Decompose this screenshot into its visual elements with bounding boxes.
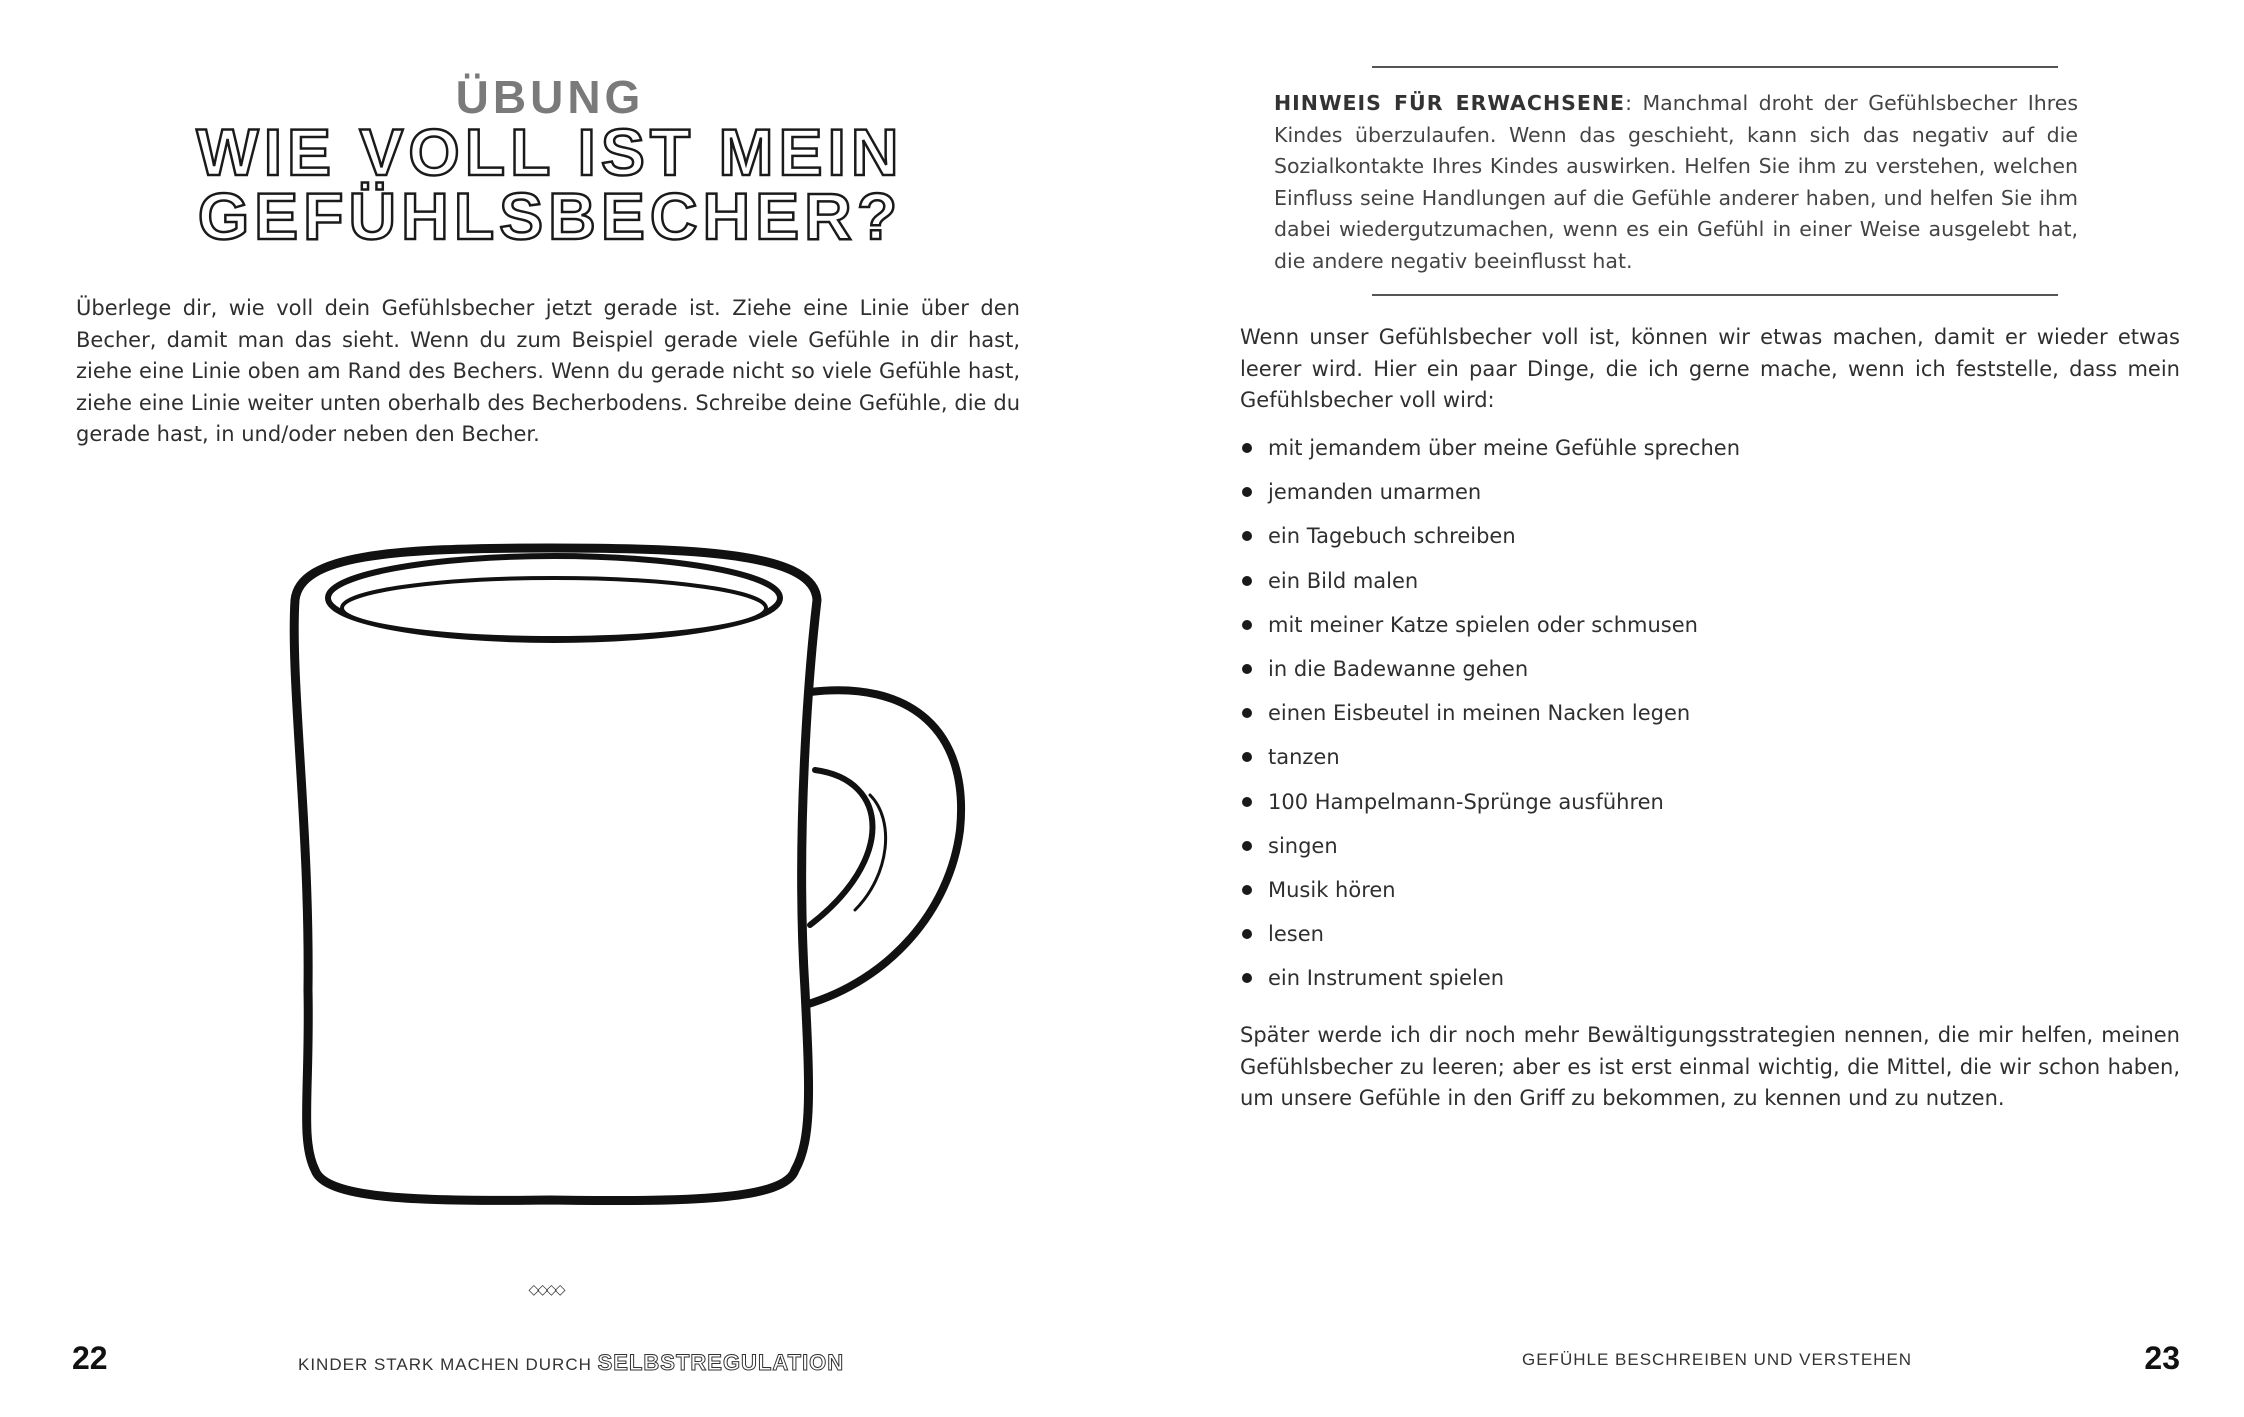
running-head-right: GEFÜHLE BESCHREIBEN UND VERSTEHEN bbox=[1522, 1350, 1913, 1369]
list-item: ein Tagebuch schreiben bbox=[1240, 521, 2140, 565]
page-number-left: 22 bbox=[72, 1340, 108, 1376]
page-number-right: 23 bbox=[2144, 1340, 2180, 1376]
coping-outro: Später werde ich dir noch mehr Bewältigungsstrategien nennen, die mir helfen, meinen Gefühlsbecher zu leeren; aber es ist erst einmal wichtig, die Mittel, die wir schon haben, um unsere Gefühle in den Griff zu bekommen, zu kennen und zu nutzen. bbox=[1240, 1023, 2180, 1110]
right-page bbox=[1122, 0, 2244, 1417]
adult-note-label: HINWEIS FÜR ERWACHSENE bbox=[1274, 91, 1626, 115]
running-head-left-accent: SELBSTREGULATION bbox=[597, 1350, 845, 1375]
exercise-title-line-1: WIE VOLL IST MEIN bbox=[196, 115, 904, 189]
list-item: in die Badewanne gehen bbox=[1240, 654, 2140, 698]
list-item: mit meiner Katze spielen oder schmusen bbox=[1240, 610, 2140, 654]
exercise-title bbox=[0, 115, 1100, 253]
note-rule-bottom bbox=[1372, 294, 2058, 296]
adult-note-text: : Manchmal droht der Gefühlsbecher Ihres Kindes überzulaufen. Wenn das geschieht, kann sich das negativ auf die Sozialkontakte Ihres Kindes auswirken. Helfen Sie ihm zu verstehen, welchen Einfluss seine Handlungen auf die Gefühle anderer haben, und helfen Sie ihm dabei wiedergutzumachen, wenn es ein Gefühl in einer Weise ausgelebt hat, die andere negativ beeinflusst hat. bbox=[1274, 91, 2079, 273]
exercise-title-line-2: GEFÜHLSBECHER? bbox=[197, 179, 903, 253]
adult-note bbox=[1274, 88, 2078, 277]
feelings-mug-illustration bbox=[270, 530, 970, 1220]
list-item: tanzen bbox=[1240, 742, 2140, 786]
coping-intro: Wenn unser Gefühlsbecher voll ist, können wir etwas machen, damit er wieder etwas leerer wird. Hier ein paar Dinge, die ich gerne mache, wenn ich feststelle, dass mein Gefühlsbecher voll wird: bbox=[1240, 325, 2180, 412]
running-head-left bbox=[298, 1350, 844, 1376]
list-item: einen Eisbeutel in meinen Nacken legen bbox=[1240, 698, 2140, 742]
coping-list bbox=[1240, 433, 2140, 1007]
mug-body bbox=[294, 548, 817, 1201]
list-item: Musik hören bbox=[1240, 875, 2140, 919]
exercise-instructions: Überlege dir, wie voll dein Gefühlsbecher jetzt gerade ist. Ziehe eine Linie über den Becher, damit man das sieht. Wenn du zum Beispiel gerade viele Gefühle in dir hast, ziehe eine Linie oben am Rand des Bechers. Wenn du gerade nicht so viele Gefühle hast, ziehe eine Linie weiter unten oberhalb des Becherbodens. Schreibe deine Gefühle, die du gerade hast, in und/oder neben den Becher. bbox=[76, 296, 1020, 446]
list-item: lesen bbox=[1240, 919, 2140, 963]
running-head-left-plain: KINDER STARK MACHEN DURCH bbox=[298, 1355, 598, 1374]
exercise-kicker: ÜBUNG bbox=[455, 71, 645, 123]
list-item: ein Bild malen bbox=[1240, 566, 2140, 610]
list-item: ein Instrument spielen bbox=[1240, 963, 2140, 1007]
mug-handle bbox=[805, 690, 961, 1005]
note-rule-top bbox=[1372, 66, 2058, 68]
list-item: mit jemandem über meine Gefühle sprechen bbox=[1240, 433, 2140, 477]
list-item: jemanden umarmen bbox=[1240, 477, 2140, 521]
list-item: 100 Hampelmann-Sprünge ausführen bbox=[1240, 787, 2140, 831]
list-item: singen bbox=[1240, 831, 2140, 875]
mug-rim-inner bbox=[342, 578, 766, 638]
ornament-divider: ◇◇◇◇ bbox=[528, 1282, 564, 1298]
